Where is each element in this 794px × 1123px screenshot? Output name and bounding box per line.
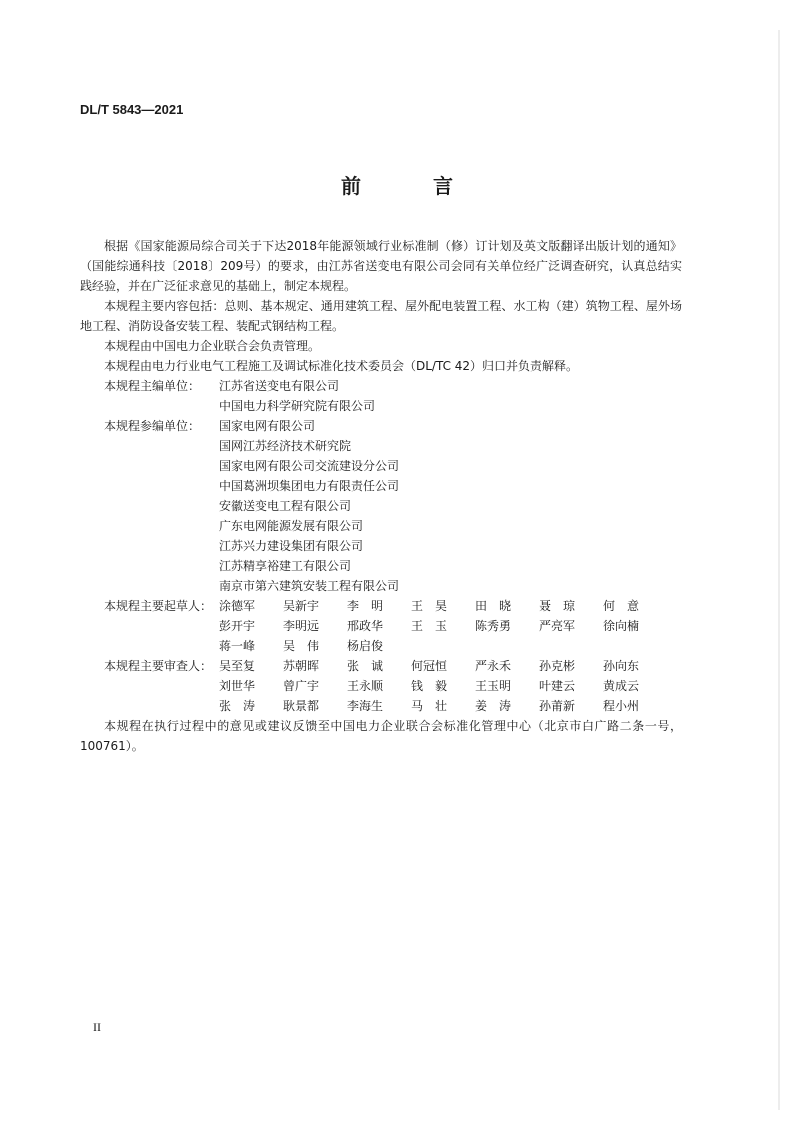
person-name: 孙向东	[603, 659, 640, 673]
person-name: 彭开宇	[219, 619, 256, 633]
unit-item: 南京市第六建筑安装工程有限公司	[219, 579, 400, 593]
person-name: 孙克彬	[539, 659, 576, 673]
reviewers-label: 本规程主要审查人：	[104, 659, 213, 673]
person-name: 杨启俊	[347, 639, 384, 653]
person-name: 邢政华	[347, 619, 384, 633]
person-name: 吴新宇	[283, 599, 320, 613]
chief-editor-units	[80, 376, 682, 416]
person-name: 吴至复	[219, 659, 256, 673]
unit-item: 中国葛洲坝集团电力有限责任公司	[219, 479, 400, 493]
reviewers-section	[80, 656, 682, 716]
unit-item: 江苏省送变电有限公司	[219, 379, 340, 393]
chief-editor-label: 本规程主编单位：	[104, 379, 201, 393]
participant-units	[80, 416, 682, 596]
paragraph-management: 本规程由中国电力企业联合会负责管理。	[104, 339, 321, 353]
person-name: 刘世华	[219, 679, 256, 693]
person-name: 徐向楠	[603, 619, 640, 633]
person-name: 姜 涛	[475, 699, 512, 713]
paragraph-contents: 本规程主要内容包括：总则、基本规定、通用建筑工程、屋外配电装置工程、水工构（建）筑物工程、屋外场地工程、消防设备安装工程、装配式钢结构工程。	[80, 299, 682, 333]
unit-item: 江苏兴力建设集团有限公司	[219, 539, 364, 553]
unit-item: 安徽送变电工程有限公司	[219, 499, 352, 513]
person-name: 陈秀勇	[475, 619, 512, 633]
person-name: 李明远	[283, 619, 320, 633]
unit-item: 国家电网有限公司交流建设分公司	[219, 459, 400, 473]
person-name: 何冠恒	[411, 659, 448, 673]
unit-item: 国家电网有限公司	[219, 419, 316, 433]
person-name: 黄成云	[603, 679, 640, 693]
person-name: 耿景都	[283, 699, 320, 713]
person-name: 曾广宇	[283, 679, 320, 693]
person-name: 张 涛	[219, 699, 256, 713]
unit-item: 江苏精享裕建工有限公司	[219, 559, 352, 573]
person-name: 王 玉	[411, 619, 448, 633]
unit-item: 国网江苏经济技术研究院	[219, 439, 352, 453]
person-name: 王 昊	[411, 599, 448, 613]
person-name: 何 意	[603, 599, 640, 613]
paragraph-basis: 根据《国家能源局综合司关于下达2018年能源领域行业标准制（修）订计划及英文版翻译出版计划的通知》（国能综通科技〔2018〕209号）的要求，由江苏省送变电有限公司会同有关单位经广泛调查研究，认真总结实践经验，并在广泛征求意见的基础上，制定本规程。	[80, 239, 682, 293]
drafters-section	[80, 596, 682, 656]
person-name: 严亮军	[539, 619, 576, 633]
person-name: 孙莆新	[539, 699, 576, 713]
paragraph-feedback: 本规程在执行过程中的意见或建议反馈至中国电力企业联合会标准化管理中心（北京市白广路二条一号，100761）。	[80, 719, 682, 753]
person-name: 李 明	[347, 599, 384, 613]
page-number: II	[93, 1020, 101, 1034]
person-name: 王玉明	[475, 679, 512, 693]
person-name: 李海生	[347, 699, 384, 713]
preface-body	[80, 236, 682, 756]
person-name: 程小州	[603, 699, 640, 713]
person-name: 严永禾	[475, 659, 512, 673]
unit-item: 中国电力科学研究院有限公司	[219, 399, 376, 413]
drafter-names	[219, 596, 682, 656]
person-name: 蒋一峰	[219, 639, 256, 653]
chief-editor-list	[219, 376, 682, 416]
person-name: 聂 琼	[539, 599, 576, 613]
person-name: 吴 伟	[283, 639, 320, 653]
person-name: 马 壮	[411, 699, 448, 713]
person-name: 涂德军	[219, 599, 256, 613]
person-name: 王永顺	[347, 679, 384, 693]
person-name: 苏朝晖	[283, 659, 320, 673]
person-name: 张 诚	[347, 659, 384, 673]
person-name: 田 晓	[475, 599, 512, 613]
unit-item: 广东电网能源发展有限公司	[219, 519, 364, 533]
paragraph-interpretation: 本规程由电力行业电气工程施工及调试标准化技术委员会（DL/TC 42）归口并负责解释。	[104, 359, 579, 373]
participant-label: 本规程参编单位：	[104, 419, 201, 433]
drafters-label: 本规程主要起草人：	[104, 599, 213, 613]
page-title: 前 言	[341, 174, 479, 198]
participant-list	[219, 416, 682, 596]
reviewer-names	[219, 656, 682, 716]
person-name: 钱 毅	[411, 679, 448, 693]
person-name: 叶建云	[539, 679, 576, 693]
standard-code: DL/T 5843—2021	[80, 102, 184, 117]
